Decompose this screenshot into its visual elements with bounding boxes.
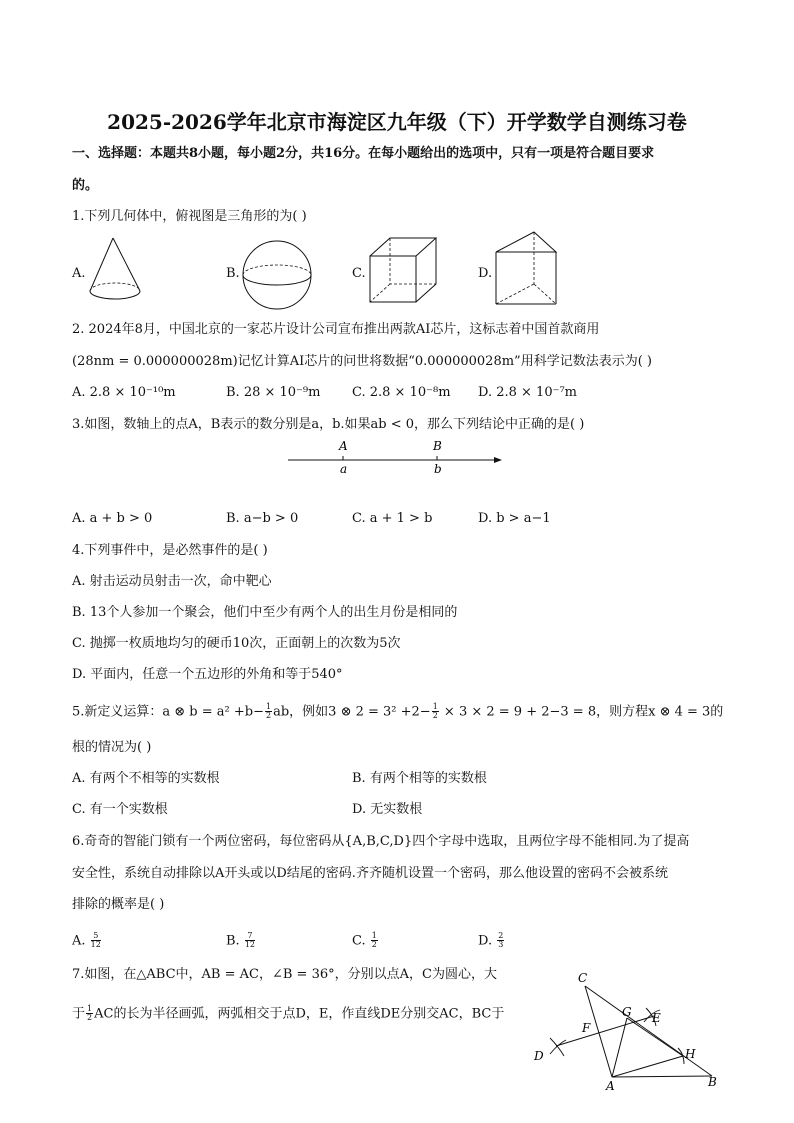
q2-option-a[interactable]: A. 2.8 × 10⁻¹⁰m bbox=[72, 385, 176, 400]
q6-line3: 排除的概率是( ) bbox=[72, 897, 165, 912]
cube-icon bbox=[368, 236, 438, 306]
label-f: F bbox=[582, 1021, 591, 1035]
q5-option-a[interactable]: A. 有两个不相等的实数根 bbox=[72, 771, 220, 786]
q5-stem-part2: ab，例如3 ⊗ 2 = 3² +2− bbox=[273, 704, 431, 720]
q6-c-den: 2 bbox=[371, 940, 377, 950]
label-a: A bbox=[606, 1079, 615, 1093]
value-a-label: a bbox=[340, 462, 348, 476]
q5-frac-2 bbox=[432, 703, 439, 721]
section-heading-line2: 的。 bbox=[72, 178, 99, 193]
label-b: B bbox=[708, 1075, 717, 1089]
number-line bbox=[286, 436, 506, 478]
q4-option-d[interactable]: D. 平面内，任意一个五边形的外角和等于540° bbox=[72, 667, 343, 682]
q2-line2: (28nm = 0.000000028m)记忆计算AI芯片的问世将数据“0.000000028m”用科学记数法表示为( ) bbox=[72, 354, 652, 369]
q6-line1: 6.奇奇的智能门锁有一个两位密码，每位密码从{A,B,C,D}四个字母中选取，且两位字母不能相同.为了提高 bbox=[72, 834, 690, 849]
q3-option-d[interactable]: D. b > a−1 bbox=[478, 511, 551, 526]
label-e: E bbox=[652, 1011, 661, 1025]
q6-option-b[interactable] bbox=[226, 932, 256, 950]
q4-stem: 4.下列事件中，是必然事件的是( ) bbox=[72, 543, 268, 558]
label-g: G bbox=[622, 1005, 632, 1019]
q6-a-num: 5 bbox=[91, 932, 101, 941]
q3-option-a[interactable]: A. a + b > 0 bbox=[72, 511, 153, 526]
label-d: D bbox=[534, 1049, 544, 1063]
page-title: 2025-2026学年北京市海淀区九年级（下）开学数学自测练习卷 bbox=[107, 110, 687, 134]
q5-frac-2-num: 1 bbox=[432, 702, 438, 711]
q2-option-d[interactable]: D. 2.8 × 10⁻⁷m bbox=[478, 385, 577, 400]
q7-line1: 7.如图，在△ABC中，AB = AC，∠B = 36°，分别以点A，C为圆心，大 bbox=[72, 967, 497, 982]
q2-option-b[interactable]: B. 28 × 10⁻⁹m bbox=[226, 385, 321, 400]
q6-option-b-label: B. bbox=[226, 933, 240, 949]
q5-frac-2-den: 2 bbox=[432, 711, 438, 721]
triangle-construction-figure bbox=[528, 966, 728, 1092]
q4-option-a[interactable]: A. 射击运动员射击一次，命中靶心 bbox=[72, 574, 272, 589]
q6-option-d-frac bbox=[497, 932, 504, 950]
q5-option-d[interactable]: D. 无实数根 bbox=[352, 802, 423, 817]
q6-option-c-frac bbox=[371, 932, 378, 950]
q6-option-a-frac bbox=[91, 932, 101, 950]
q6-option-a[interactable] bbox=[72, 932, 102, 950]
q1-option-a[interactable]: A. bbox=[72, 266, 86, 281]
q7-line2-part1: 于 bbox=[72, 1006, 86, 1022]
q5-option-c[interactable]: C. 有一个实数根 bbox=[72, 802, 168, 817]
q6-option-d[interactable] bbox=[478, 932, 505, 950]
q6-option-c[interactable] bbox=[352, 932, 379, 950]
q6-line2: 安全性，系统自动排除以A开头或以D结尾的密码.齐齐随机设置一个密码，那么他设置的密码不会被系统 bbox=[72, 866, 668, 881]
point-a-label: A bbox=[339, 439, 348, 453]
q5-frac-1 bbox=[265, 703, 272, 721]
value-b-label: b bbox=[434, 462, 442, 476]
cone-icon bbox=[86, 234, 146, 304]
q1-option-b[interactable]: B. bbox=[226, 266, 240, 281]
q6-b-num: 7 bbox=[245, 932, 255, 941]
q4-option-c[interactable]: C. 抛掷一枚质地均匀的硬币10次，正面朝上的次数为5次 bbox=[72, 636, 401, 651]
q6-option-c-label: C. bbox=[352, 933, 366, 949]
q2-line1: 2. 2024年8月，中国北京的一家芯片设计公司宣布推出两款AI芯片，这标志着中国首款商用 bbox=[72, 322, 600, 337]
q5-stem-part1: 5.新定义运算：a ⊗ b = a² +b− bbox=[72, 704, 264, 720]
q5-frac-1-num: 1 bbox=[266, 702, 272, 711]
q4-option-b[interactable]: B. 13个人参加一个聚会，他们中至少有两个人的出生月份是相同的 bbox=[72, 605, 458, 620]
q6-option-a-label: A. bbox=[72, 933, 86, 949]
q3-stem: 3.如图，数轴上的点A，B表示的数分别是a，b.如果ab < 0，那么下列结论中正确的是( ) bbox=[72, 417, 585, 432]
q7-frac-den: 2 bbox=[87, 1013, 93, 1023]
q6-c-num: 1 bbox=[371, 931, 377, 940]
q7-line2-part2: AC的长为半径画弧，两弧相交于点D，E，作直线DE分别交AC，BC于 bbox=[94, 1006, 505, 1022]
q1-option-c[interactable]: C. bbox=[352, 266, 366, 281]
q3-option-c[interactable]: C. a + 1 > b bbox=[352, 511, 433, 526]
q1-option-d[interactable]: D. bbox=[478, 266, 493, 281]
q6-d-num: 2 bbox=[498, 931, 504, 940]
q5-option-b[interactable]: B. 有两个相等的实数根 bbox=[352, 771, 487, 786]
q6-option-b-frac bbox=[245, 932, 255, 950]
section-heading-line1: 一、选择题：本题共8小题，每小题2分，共16分。在每小题给出的选项中，只有一项是符合题目要求 bbox=[72, 146, 655, 161]
q5-line2: 根的情况为( ) bbox=[72, 740, 152, 755]
point-b-label: B bbox=[433, 439, 442, 453]
q6-b-den: 12 bbox=[244, 940, 256, 950]
q2-option-c[interactable]: C. 2.8 × 10⁻⁸m bbox=[352, 385, 451, 400]
label-c: C bbox=[578, 971, 588, 985]
q5-frac-1-den: 2 bbox=[266, 711, 272, 721]
q3-option-b[interactable]: B. a−b > 0 bbox=[226, 511, 299, 526]
triangular-prism-icon bbox=[492, 228, 562, 308]
q6-option-d-label: D. bbox=[478, 933, 493, 949]
q1-stem: 1.下列几何体中，俯视图是三角形的为( ) bbox=[72, 209, 307, 224]
sphere-icon bbox=[240, 240, 314, 314]
label-h: H bbox=[685, 1047, 696, 1061]
q5-stem-part3: × 3 × 2 = 9 + 2−3 = 8，则方程x ⊗ 4 = 3的 bbox=[439, 704, 724, 720]
q7-frac-num: 1 bbox=[87, 1004, 93, 1013]
q7-frac bbox=[86, 1005, 93, 1023]
q6-d-den: 3 bbox=[498, 940, 504, 950]
q7-line2 bbox=[72, 1005, 504, 1023]
q6-a-den: 12 bbox=[90, 940, 101, 950]
q5-stem bbox=[72, 703, 723, 721]
